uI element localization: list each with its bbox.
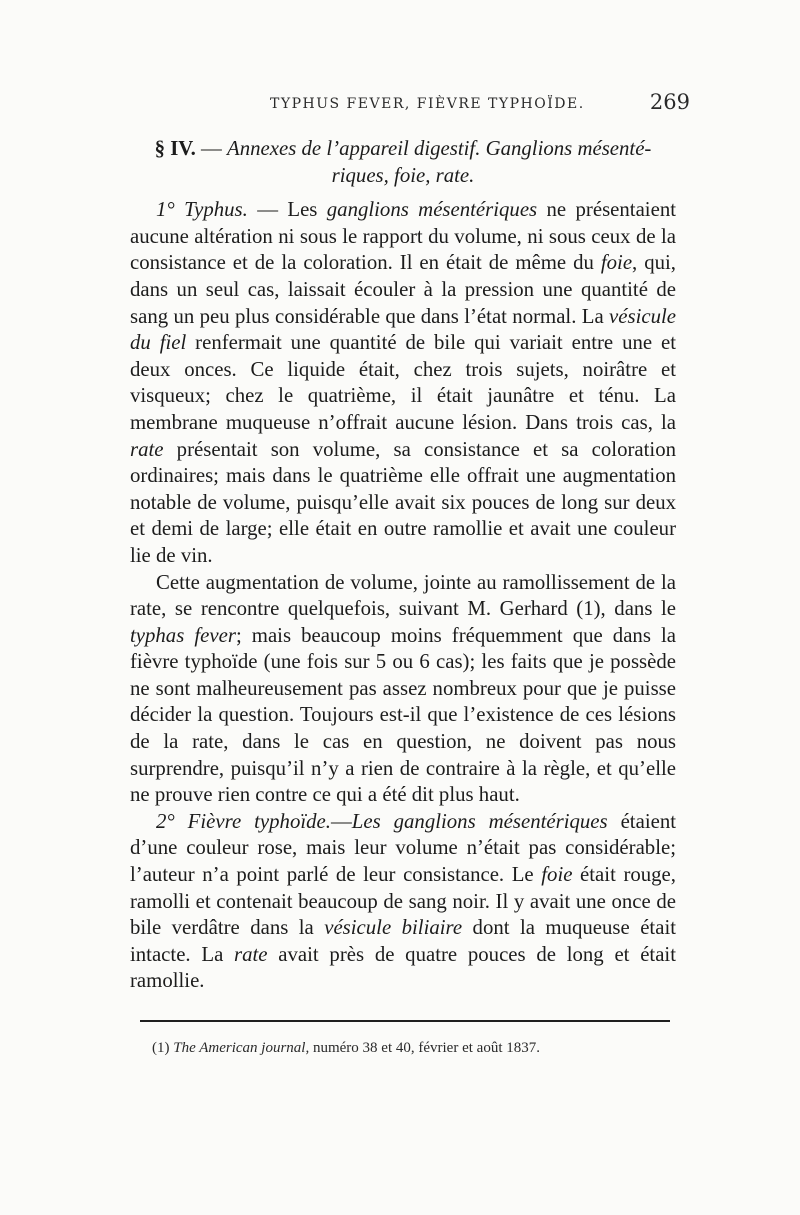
running-head-title: TYPHUS FEVER, FIÈVRE TYPHOÏDE. <box>270 96 585 112</box>
paragraph-fievre-typhoide <box>130 809 676 995</box>
p3-term-ganglions: Les ganglions mésentériques <box>351 809 608 833</box>
p1-text-2: , qui, dans un seul cas, laissait écouler à la pression une quantité de sang un peu plus considérable que dans l’état normal. La <box>130 251 676 328</box>
footnote-text: numéro 38 et 40, février et août 1837. <box>309 1040 540 1056</box>
footnote <box>152 1040 672 1057</box>
p1-text-1: ne présentaient aucune altération ni sous le rapport du volume, ni sous ceux de la consistance et de la coloration. Il en était de même du <box>130 198 676 275</box>
p1-text-4: présentait son volume, sa consistance et sa coloration ordinaires; mais dans le quatrième elle offrait une augmentation notable de volume, puisqu’elle avait six pouces de long sur deux et demi de large; elle était en outre ramollie et avait une couleur lie de vin. <box>130 437 676 567</box>
p3-text-3: dont la muqueuse était intacte. La <box>130 916 676 966</box>
footnote-journal: The American journal, <box>173 1040 310 1056</box>
p3-term-foie: foie <box>541 863 573 887</box>
p1-term-vesicule: vésicule du fiel <box>130 304 676 355</box>
p2-text-1: Cette augmentation de volume, jointe au ramollissement de la rate, se rencontre quelquefois, suivant M. Gerhard (1), dans le <box>130 570 676 621</box>
page-body <box>130 136 676 995</box>
p3-text-1: étaient d’une couleur rose, mais leur volume n’était pas considérable; l’auteur n’a point parlé de leur consistance. Le <box>130 809 677 887</box>
page-number: 269 <box>649 90 690 114</box>
p3-text-2: était rouge, ramolli et contenait beaucoup de sang noir. Il y avait une once de bile verdâtre dans la <box>130 863 676 940</box>
p1-dash: — Les <box>247 198 327 222</box>
footnote-rule <box>140 1020 670 1022</box>
p2-term-typhas-fever: typhas fever <box>130 623 236 647</box>
p2-text-2: ; mais beaucoup moins fréquemment que dans la fièvre typhoïde (une fois sur 5 ou 6 cas); les faits que je possède ne sont malheureusement pas assez nombreux pour que je puisse décider la question. Toujours est-il que l’existence de ces lésions de la rate, dans le cas en question, ne doivent pas nous surprendre, puisqu’il n’y a rien de contraire à la règle, et qu’elle ne prouve rien contre ce qui a été dit plus haut. <box>130 623 677 807</box>
p1-term-foie: foie <box>600 251 633 275</box>
p3-term-rate: rate <box>234 942 268 966</box>
p3-dash: — <box>330 809 352 833</box>
heading-dash: — <box>195 137 228 160</box>
p1-text-3: renfermait une quantité de bile qui variait entre une et deux onces. Ce liquide était, chez trois sujets, noirâtre et visqueux; chez le quatrième, il était jaunâtre et ténu. La membrane muqueuse n’offrait aucune lésion. Dans trois cas, la <box>130 331 677 434</box>
section-heading <box>130 136 676 189</box>
section-symbol: § IV. <box>154 137 196 160</box>
p1-term-ganglions: ganglions mésentériques <box>326 198 538 222</box>
heading-title-line2: riques, foie, rate. <box>331 163 475 187</box>
p1-term-rate: rate <box>130 437 164 461</box>
paragraph-augmentation <box>130 570 676 809</box>
paragraph-typhus <box>130 197 676 569</box>
fievre-label: 2° Fièvre typhoïde. <box>156 809 331 833</box>
heading-title-line1: Annexes de l’appareil digestif. Ganglions mésenté- <box>227 137 652 160</box>
typhus-label: 1° Typhus. <box>156 198 248 222</box>
p3-text-4: avait près de quatre pouces de long et était ramollie. <box>130 942 676 993</box>
p3-term-vesicule: vésicule biliaire <box>324 916 463 940</box>
footnote-marker: (1) <box>152 1040 174 1056</box>
